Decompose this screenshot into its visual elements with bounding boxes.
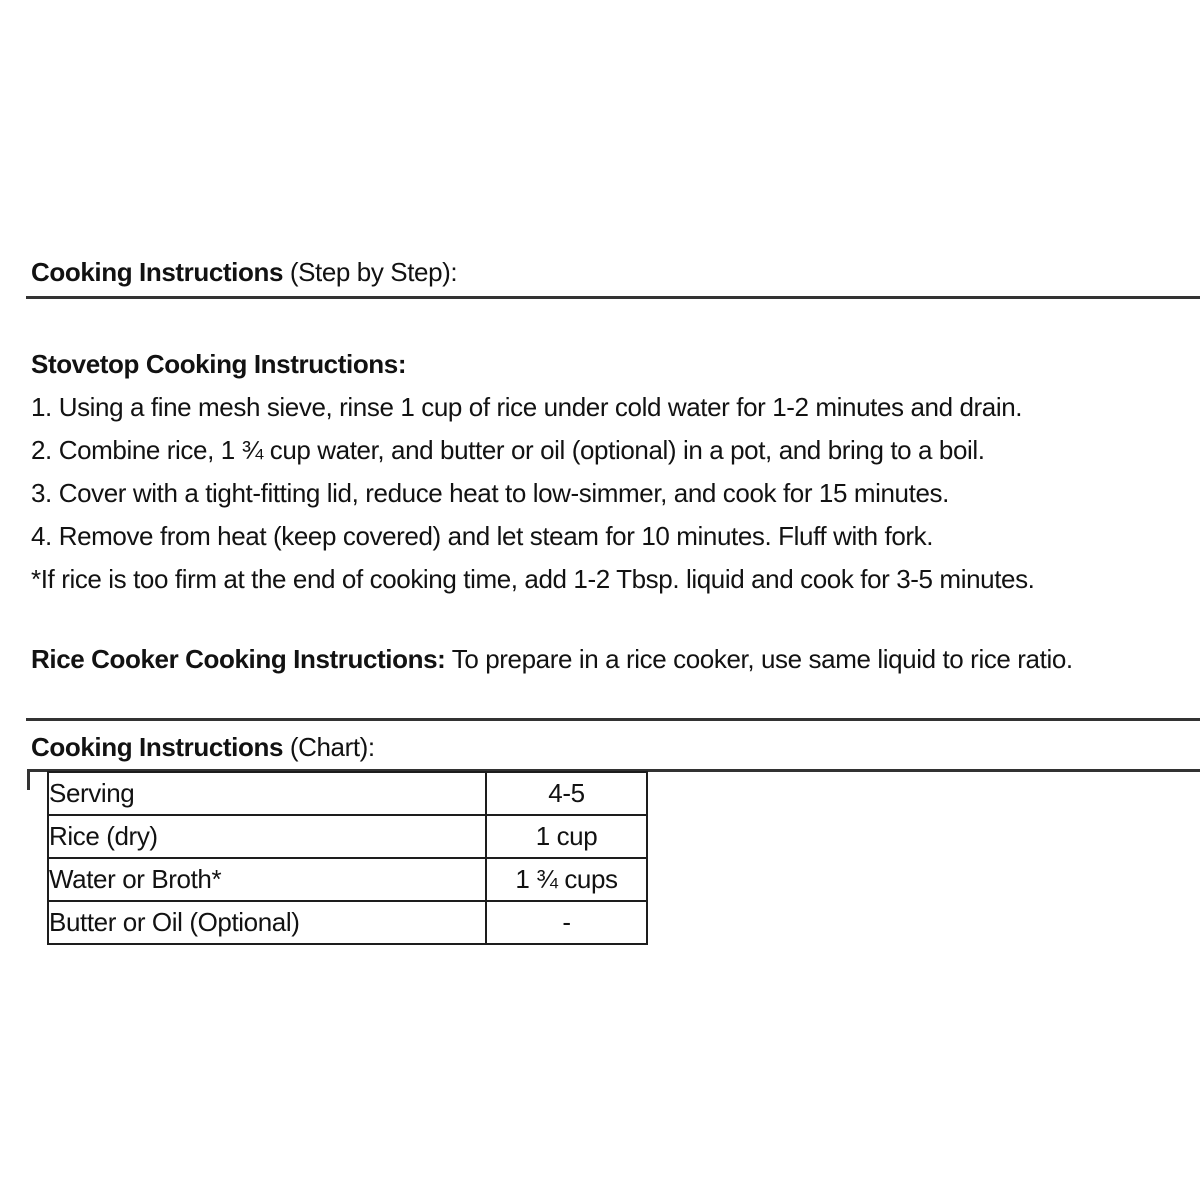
- row-label: Rice (dry): [48, 815, 486, 858]
- stovetop-step-4: 4. Remove from heat (keep covered) and let steam for 10 minutes. Fluff with fork.: [31, 521, 934, 551]
- table-row: [48, 815, 647, 858]
- heading-step-by-step-rest: (Step by Step):: [283, 257, 458, 287]
- row-value: 1 cup: [486, 815, 647, 858]
- rice-cooker-line: [31, 638, 1073, 681]
- heading-chart-rest: (Chart):: [283, 732, 375, 762]
- stovetop-note: *If rice is too firm at the end of cooking time, add 1-2 Tbsp. liquid and cook for 3-5 minutes.: [31, 564, 1035, 594]
- rice-cooker-bold: Rice Cooker Cooking Instructions:: [31, 644, 446, 674]
- heading-step-by-step: [31, 251, 457, 294]
- stovetop-section: [31, 343, 1035, 601]
- row-value: 1 ¾ cups: [486, 858, 647, 901]
- stovetop-heading: Stovetop Cooking Instructions:: [31, 349, 407, 379]
- table-row: [48, 901, 647, 944]
- rice-cooker-rest: To prepare in a rice cooker, use same liquid to rice ratio.: [445, 644, 1073, 674]
- outer-border-tick: [27, 769, 30, 790]
- row-label: Serving: [48, 772, 486, 815]
- heading-chart-bold: Cooking Instructions: [31, 732, 284, 762]
- stovetop-step-1: 1. Using a fine mesh sieve, rinse 1 cup of rice under cold water for 1-2 minutes and drain.: [31, 392, 1023, 422]
- table-row: [48, 858, 647, 901]
- divider-rule-chart-top: [26, 718, 1200, 721]
- stovetop-step-2: 2. Combine rice, 1 ¾ cup water, and butter or oil (optional) in a pot, and bring to a boil.: [31, 435, 985, 465]
- cooking-chart-table: [47, 771, 648, 945]
- heading-chart: [31, 726, 375, 769]
- table-row: [48, 772, 647, 815]
- row-value: -: [486, 901, 647, 944]
- row-label: Water or Broth*: [48, 858, 486, 901]
- heading-step-by-step-bold: Cooking Instructions: [31, 257, 284, 287]
- row-value: 4-5: [486, 772, 647, 815]
- stovetop-step-3: 3. Cover with a tight-fitting lid, reduce heat to low-simmer, and cook for 15 minutes.: [31, 478, 949, 508]
- divider-rule-top: [26, 296, 1200, 299]
- row-label: Butter or Oil (Optional): [48, 901, 486, 944]
